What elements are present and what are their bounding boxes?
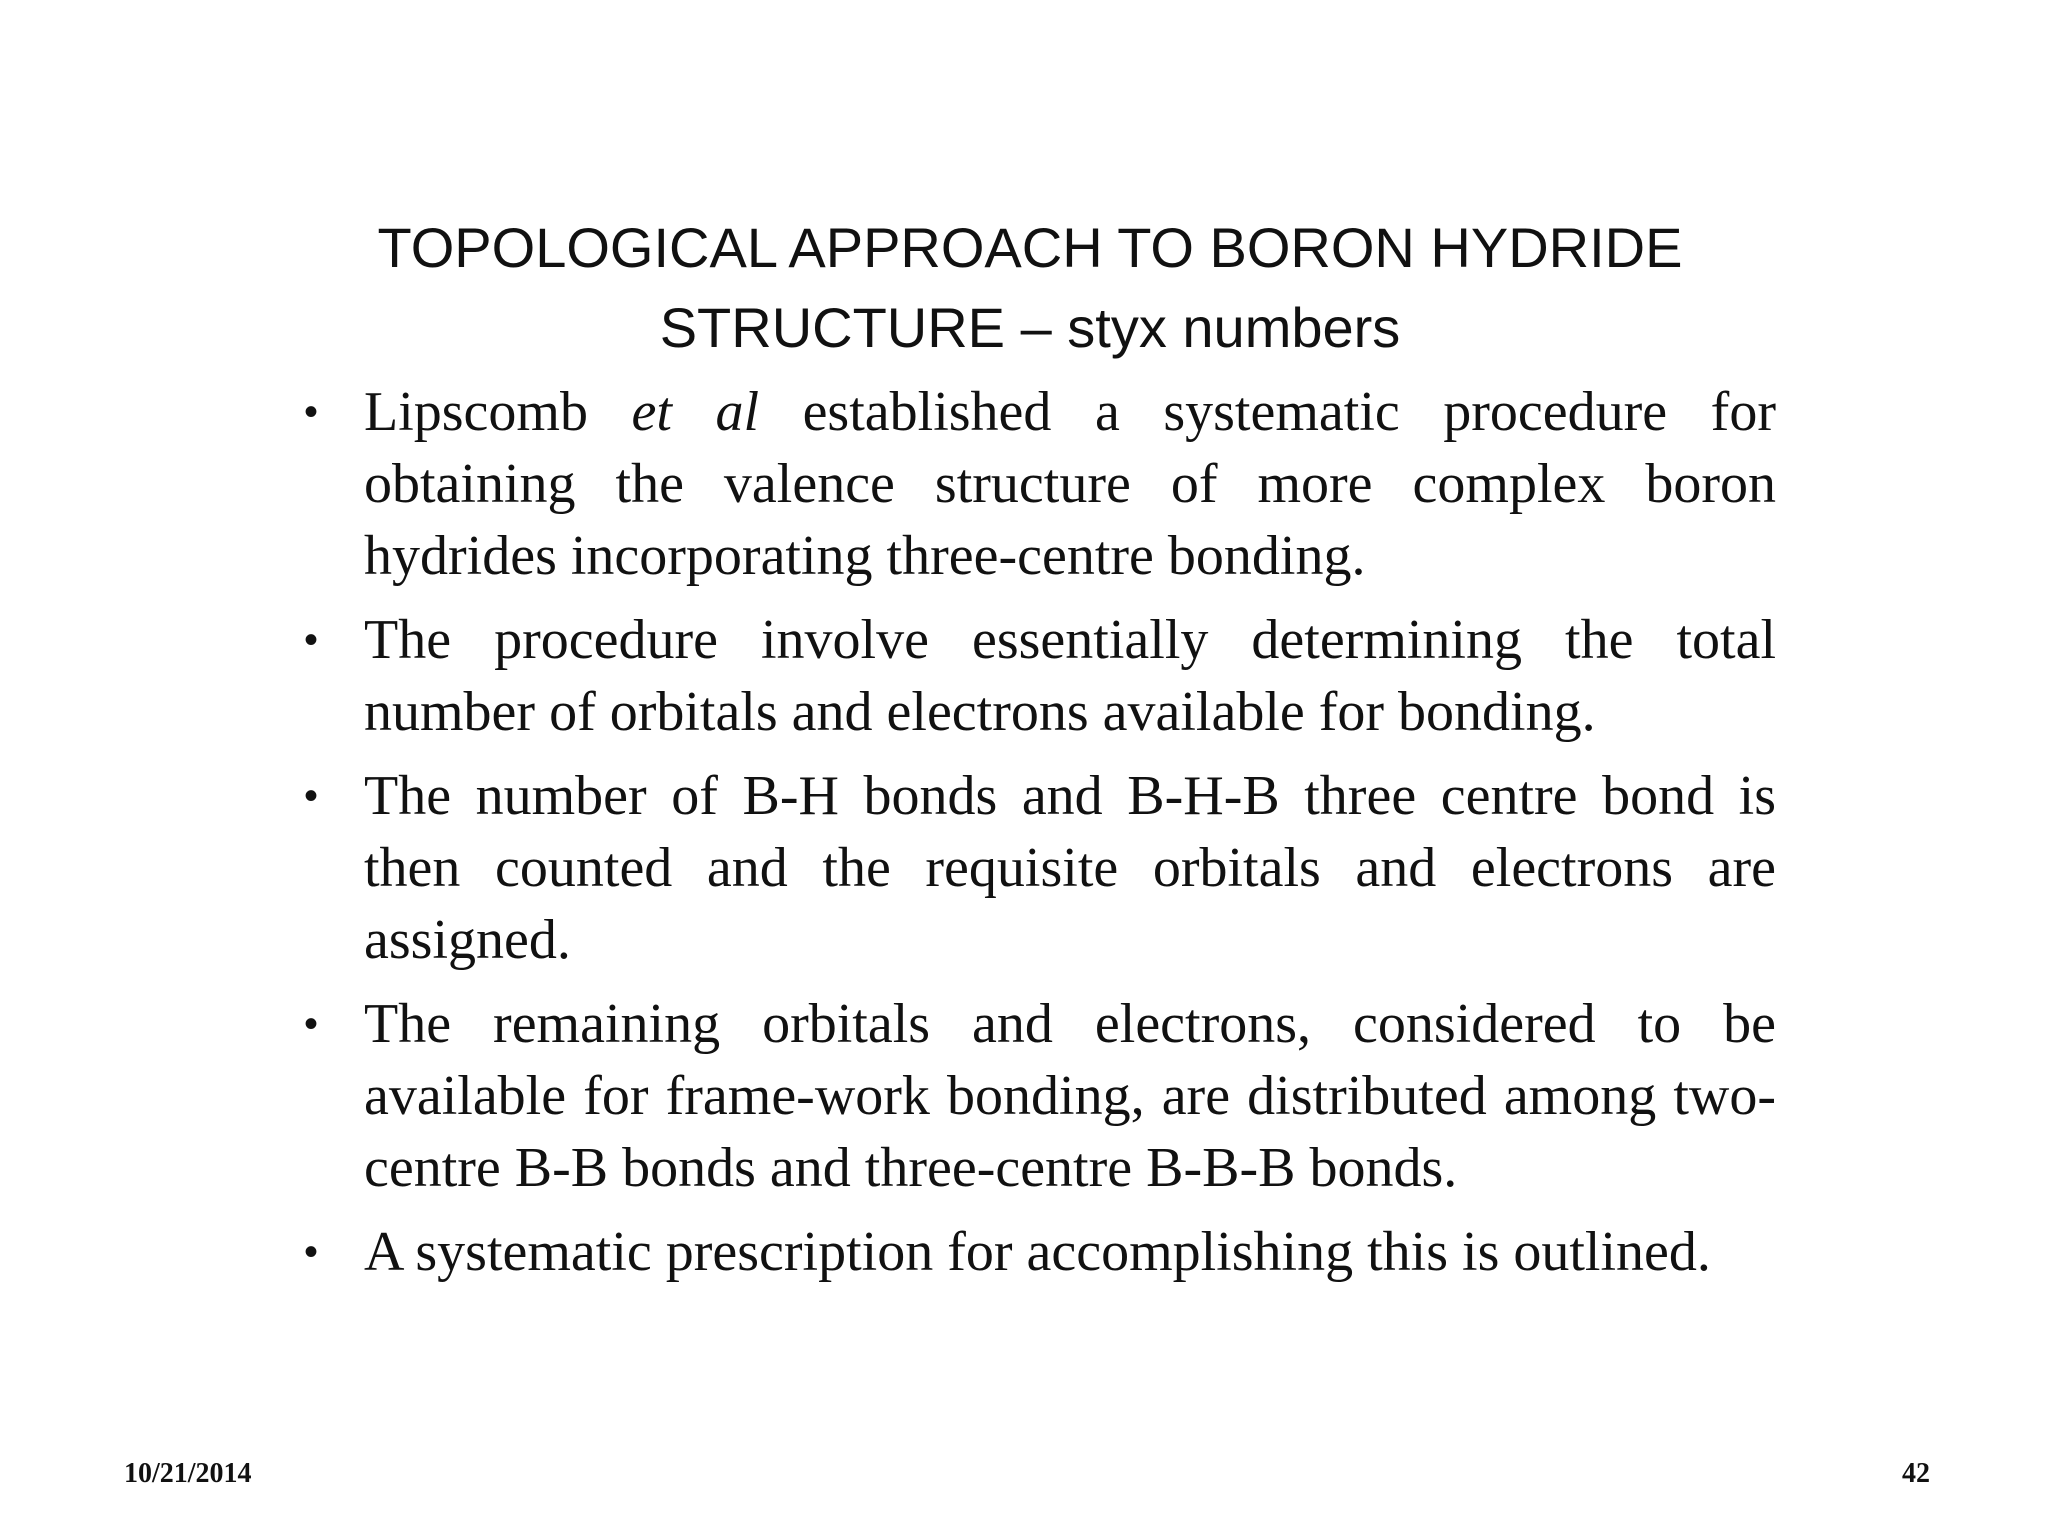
bullet-text: The number of B-H bonds and B-H-B three centre bond is then counted and the requisite orbitals and electrons are assigned. — [364, 765, 1776, 971]
slide-title-line-1: TOPOLOGICAL APPROACH TO BORON HYDRIDE — [377, 216, 1683, 279]
page-number: 42 — [1902, 1458, 1930, 1489]
bullet-text: The remaining orbitals and electrons, considered to be available for frame-work bonding, are distributed among two-centre B-B bonds and three-centre B-B-B bonds. — [364, 993, 1776, 1199]
footer-date: 10/21/2014 — [124, 1458, 252, 1489]
bullet-item — [300, 604, 1776, 748]
bullet-text: established a systematic procedure for obtaining the valence structure of more complex boron hydrides incorporating three-centre bonding. — [364, 381, 1776, 587]
slide-title-line-2: STRUCTURE – styx numbers — [659, 296, 1401, 359]
bullet-item — [300, 988, 1776, 1204]
bullet-item — [300, 760, 1776, 976]
bullet-item — [300, 376, 1776, 592]
bullet-text: The procedure involve essentially determining the total number of orbitals and electrons available for bonding. — [364, 609, 1776, 743]
bullet-italic-text: et al — [631, 381, 760, 443]
bullet-item — [300, 1216, 1776, 1288]
bullet-text: A systematic prescription for accomplishing this is outlined. — [364, 1221, 1711, 1283]
slide-title — [300, 208, 1760, 368]
bullet-text: Lipscomb — [364, 381, 632, 443]
bullet-list — [300, 376, 1776, 1300]
